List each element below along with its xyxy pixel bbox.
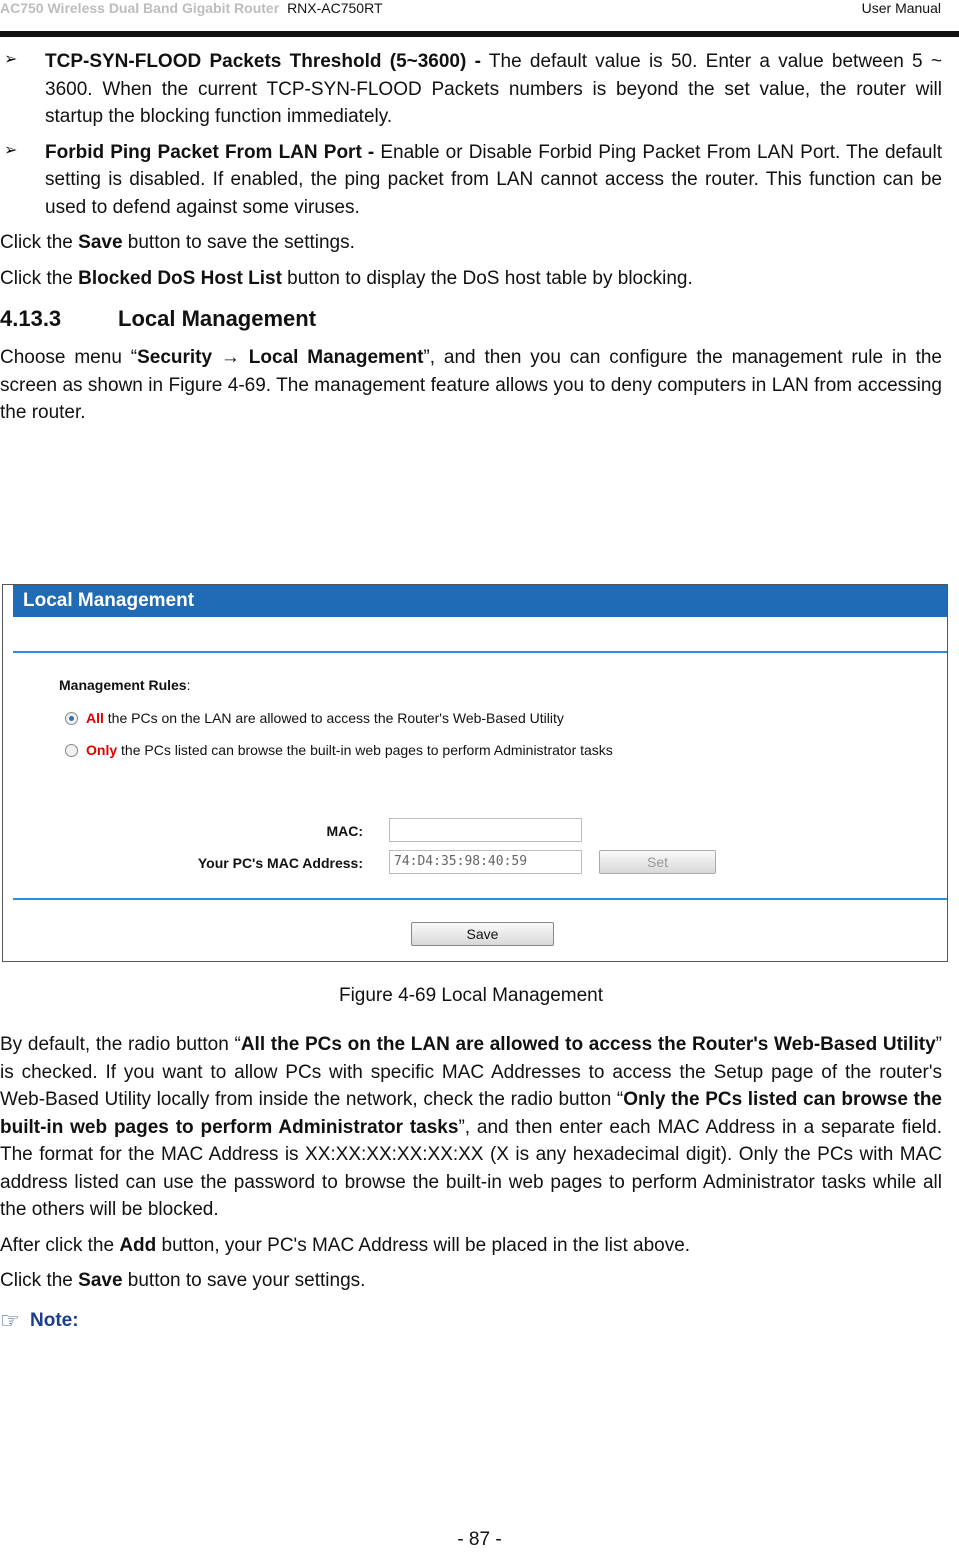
bullet-title: TCP-SYN-FLOOD Packets Threshold (5~3600) - [45, 51, 481, 72]
figure-local-management [2, 584, 948, 962]
rule-option-all[interactable] [65, 708, 564, 728]
radio-all[interactable] [65, 712, 78, 725]
header-doc-type: User Manual [861, 0, 941, 16]
page-header [0, 0, 959, 40]
section-title: Local Management [118, 306, 317, 332]
header-model: RNX-AC750RT [287, 0, 383, 16]
rule-option-only[interactable] [65, 740, 613, 760]
save-button[interactable]: Save [411, 922, 554, 946]
figure-caption: Figure 4-69 Local Management [338, 985, 604, 1006]
pc-mac-label: Your PC's MAC Address: [197, 855, 363, 871]
option-all-keyword: All [86, 710, 104, 726]
section-number: 4.13.3 [0, 306, 62, 332]
note [0, 1305, 942, 1337]
option-only-keyword: Only [86, 742, 118, 758]
bullet-arrow-icon: ➢ [4, 51, 18, 68]
option-only-text: the PCs listed can browse the built-in web pages to perform Administrator tasks [117, 742, 613, 758]
header-left [0, 0, 383, 16]
bullet-text: The default value is 50. Enter a value between 5 ~ 3600. When the current TCP-SYN-FLOOD Packets numbers is beyond the set value, the router will startup the blocking function immediately. [45, 51, 942, 128]
mac-label: MAC: [326, 823, 363, 839]
mac-input[interactable] [389, 818, 582, 842]
pc-mac-field: 74:D4:35:98:40:59 [389, 850, 582, 874]
bullet-title: Forbid Ping Packet From LAN Port - [45, 141, 375, 163]
radio-only[interactable] [65, 744, 78, 757]
content-top [0, 48, 942, 435]
para-intro: Choose menu “Security → Local Management”, and then you can configure the management rule in the screen as shown in Figure 4-69. The management feature allows you to deny computers in LAN from accessing the router. [0, 347, 942, 424]
para-default: By default, the radio button “All the PCs on the LAN are allowed to access the Router's Web-Based Utility” is checked. If you want to allow PCs with specific MAC Addresses to access the Setup page of the router's Web-Based Utility locally from inside the network, check the radio button “Only the PCs listed can browse the built-in web pages to perform Administrator tasks”, and then enter each MAC Address in a separate field. The format for the MAC Address is XX:XX:XX:XX:XX:XX (X is any hexadecimal digit). Only the PCs with MAC address listed can use the password to browse the built-in web pages to perform Administrator tasks while all the others will be blocked. [0, 1034, 942, 1221]
header-product: AC750 Wireless Dual Band Gigabit Router [0, 0, 280, 16]
pointing-hand-icon: ☞ [0, 1307, 20, 1333]
para-blocked: Click the Blocked DoS Host List button to display the DoS host table by blocking. [0, 267, 693, 289]
bullet-syn-flood [0, 48, 942, 131]
management-rules-label: Management Rules: [59, 677, 191, 693]
para-save: Click the Save button to save the settings. [0, 232, 355, 254]
set-button[interactable]: Set [599, 850, 716, 874]
content-bottom [0, 1031, 942, 1337]
page-number: - 87 - [457, 1529, 502, 1550]
bullet-text: Enable or Disable Forbid Ping Packet From LAN Port. The default setting is disabled. If enabled, the ping packet from LAN cannot access the router. This function can be used to defend against some viruses. [45, 141, 942, 218]
divider-bottom [13, 898, 947, 900]
divider-top [13, 651, 947, 653]
note-label: Note: [30, 1309, 79, 1331]
para-save-settings: Click the Save button to save your settings. [0, 1270, 366, 1292]
bullet-arrow-icon: ➢ [4, 141, 18, 159]
option-all-text: the PCs on the LAN are allowed to access the Router's Web-Based Utility [103, 710, 564, 726]
para-add: After click the Add button, your PC's MAC Address will be placed in the list above. [0, 1234, 691, 1256]
header-rule [0, 31, 959, 37]
bullet-forbid-ping [0, 139, 942, 222]
figure-title-bar: Local Management [13, 585, 947, 617]
section-heading [0, 304, 942, 334]
